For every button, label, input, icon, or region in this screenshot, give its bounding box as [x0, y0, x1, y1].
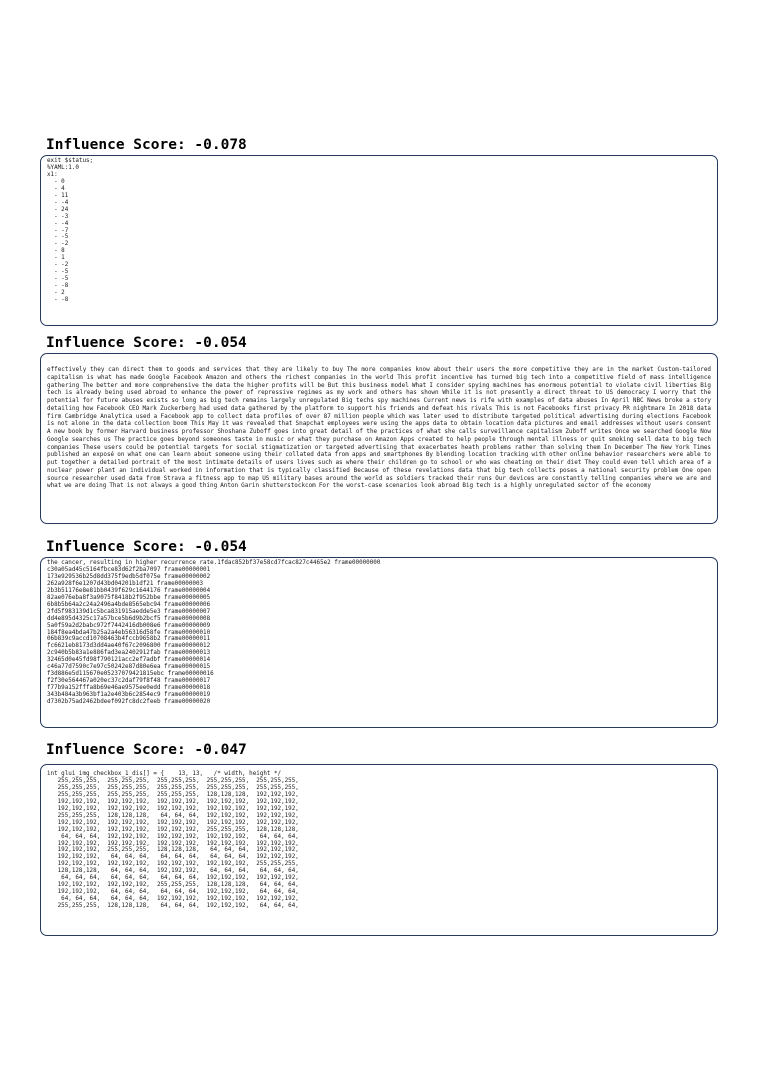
snippet-line: c30a05ad45c5164fbce83d62f2ba7097 frame00000001	[47, 566, 211, 573]
text-snippet-box	[40, 353, 718, 524]
snippet-line: f3d886e5d115670e05237079421815ebc frame00000016	[47, 671, 214, 678]
snippet-line: int glui_img_checkbox_1_dis[] = { 13, 13, /* width, height */	[47, 771, 282, 777]
snippet-line: 2b3b51176e8e81bb0439f629c1644176 frame00000004	[47, 587, 211, 594]
snippet-line: 343b484a3b963bf1a2e403b6c2854ec9 frame00000019	[47, 692, 211, 699]
snippet-line: - -4	[47, 220, 69, 227]
snippet-line: f77b9a152fffa8b69e46ae9575ee0edd frame00000018	[47, 685, 211, 692]
snippet-line: - -8	[47, 297, 69, 304]
snippet-lines	[47, 158, 711, 304]
snippet-line: 255,255,255, 255,255,255, 255,255,255, 255,255,255, 255,255,255,	[47, 777, 299, 784]
snippet-line: - 8	[47, 248, 65, 255]
influence-score-title: Influence Score: -0.054	[46, 335, 247, 351]
snippet-line: 192,192,192, 64, 64, 64, 64, 64, 64, 192,192,192, 64, 64, 64,	[47, 889, 299, 896]
snippet-line: - -4	[47, 199, 69, 206]
array-snippet-box	[40, 764, 718, 936]
snippet-line: 2fd5f983139d1c5bca831915aedde5e3 frame00000007	[47, 608, 211, 615]
snippet-line: 192,192,192, 192,192,192, 192,192,192, 192,192,192, 192,192,192,	[47, 840, 299, 847]
code-snippet-box	[40, 155, 718, 326]
snippet-line: dd4e895d4325c17a57bce5b6d9b2bcf5 frame00000008	[47, 615, 211, 622]
snippet-line: 262a928f6e1207d43bd04201b1df21 frame00000003	[47, 580, 204, 587]
snippet-line: 64, 64, 64, 64, 64, 64, 192,192,192, 192,192,192, 192,192,192,	[47, 896, 299, 903]
hash-snippet-box	[40, 557, 718, 728]
snippet-line: f2f30e564467a020ec37c2daf79f8f48 frame00000017	[47, 678, 211, 685]
snippet-line: - 2	[47, 290, 65, 297]
snippet-line: 06b839c9accd10708463b4fccb9658b2 frame00000011	[47, 636, 211, 643]
snippet-line: 64, 64, 64, 192,192,192, 192,192,192, 192,192,192, 64, 64, 64,	[47, 833, 299, 840]
snippet-line: - -2	[47, 241, 69, 248]
snippet-line: 32465d0e45fd98f790121acc2ef7adbf frame00000014	[47, 657, 211, 664]
snippet-line: 192,192,192, 192,192,192, 192,192,192, 255,255,255, 128,128,128,	[47, 826, 299, 833]
snippet-line: 192,192,192, 192,192,192, 192,192,192, 192,192,192, 192,192,192,	[47, 805, 299, 812]
snippet-line: 192,192,192, 64, 64, 64, 64, 64, 64, 64, 64, 64, 192,192,192,	[47, 854, 299, 861]
snippet-lines	[47, 771, 711, 910]
snippet-line: 64, 64, 64, 64, 64, 64, 64, 64, 64, 192,192,192, 192,192,192,	[47, 875, 299, 882]
snippet-line: 192,192,192, 192,192,192, 255,255,255, 128,128,128, 64, 64, 64,	[47, 882, 299, 889]
snippet-line: - 4	[47, 185, 65, 192]
snippet-line: - 0	[47, 178, 65, 185]
snippet-line: 192,192,192, 192,192,192, 192,192,192, 192,192,192, 192,192,192,	[47, 819, 299, 826]
snippet-lines	[47, 560, 711, 706]
influence-score-title: Influence Score: -0.078	[46, 137, 247, 153]
snippet-line: 82ae076eba8f3a9075f8418b2f952bbe frame00000005	[47, 594, 211, 601]
snippet-line: 255,255,255, 128,128,128, 64, 64, 64, 192,192,192, 192,192,192,	[47, 812, 299, 819]
snippet-line: the cancer, resulting in higher recurrence rate.1fdac852bf37e58cd7fcac827c4465e2 frame00000000	[47, 560, 381, 566]
snippet-line: 173e929536b25d8dd375f9edb5df075e frame00000002	[47, 573, 211, 580]
snippet-line: 5a0f59a2d2babc972f7442416db008e6 frame00000009	[47, 622, 211, 629]
snippet-line: exit $status;	[47, 158, 94, 164]
snippet-line: 192,192,192, 255,255,255, 128,128,128, 64, 64, 64, 192,192,192,	[47, 847, 299, 854]
snippet-line: - -7	[47, 227, 69, 234]
snippet-line: 255,255,255, 128,128,128, 64, 64, 64, 192,192,192, 64, 64, 64,	[47, 903, 299, 910]
snippet-line: c46a77d7590c7e97c50242e87d80e6ea frame00000015	[47, 664, 211, 671]
snippet-line: - -5	[47, 234, 69, 241]
snippet-line: - -2	[47, 262, 69, 269]
snippet-line: - 11	[47, 192, 69, 199]
snippet-line: 192,192,192, 192,192,192, 192,192,192, 192,192,192, 192,192,192,	[47, 798, 299, 805]
snippet-line: fc6621eb8173d3dd4ae40f67c2096800 frame00000012	[47, 643, 211, 650]
snippet-line: 2c940b5b83a1e886fad3ea2402912fab frame00000013	[47, 650, 211, 657]
influence-score-title: Influence Score: -0.047	[46, 742, 247, 758]
snippet-line: %YAML:1.0	[47, 164, 79, 171]
snippet-line: 255,255,255, 255,255,255, 255,255,255, 255,255,255, 255,255,255,	[47, 784, 299, 791]
snippet-line: - 24	[47, 206, 69, 213]
snippet-line: 6b8b5b64a2c24a2496a4bde8565ebc94 frame00000006	[47, 601, 211, 608]
influence-score-title: Influence Score: -0.054	[46, 539, 247, 555]
snippet-line: 192,192,192, 192,192,192, 192,192,192, 192,192,192, 255,255,255,	[47, 861, 299, 868]
snippet-line: 184f8ea4bda47b25a2a4eb56316d58fe frame00000010	[47, 629, 211, 636]
snippet-line: - -5	[47, 276, 69, 283]
snippet-line: 255,255,255, 255,255,255, 255,255,255, 128,128,128, 192,192,192,	[47, 791, 299, 798]
snippet-text: effectively they can direct them to goods and services that they are likely to buy The more companies know about their users the more competitive they are in the market Custom-tailored capitalism is what has made Google Facebook Amazon and others the richest companies in the world This profit incentive has turned big tech into a competitive field of mass intelligence gathering The better and more comprehensive the data the higher profits will be But this business model What I consider spying machines has enormous potential to violate civil liberties Big tech is already being used abroad to enhance the power of repressive regimes as my work and others has shown While it is not presently a direct threat to US democracy I worry that the potential for future abuses exists so long as big tech remains largely unregulated Big techs spy machines Current news is rife with examples of data abuses In April NBC News broke a story detailing how Facebook CEO Mark Zuckerberg had used data gathered by the platform to support his friends and defeat his rivals This is not Facebooks first privacy PR nightmare In 2018 data firm Cambridge Analytica used a Facebook app to collect data profiles of over 87 million people which was later used to distribute targeted political advertising during elections Facebook is not alone in the data collection boom This May it was revealed that Snapchat employees were using the apps data to obtain location data pictures and email addresses without users consent A new book by former Harvard business professor Shoshana Zuboff goes into great detail of the practices of what she calls surveillance capitalism Zuboff writes Once we searched Google Now Google searches us The practice goes beyond someones taste in music or what they purchase on Amazon Apps created to help people through mental illness or quit smoking sell data to big tech companies These users could be potential targets for social stigmatization or targeted advertising that exacerbates heath problems rather than solving them In December The New York Times published an exposé on what one can learn about someone using their collated data from apps and smartphones By blending location tracking with other online behavior researchers were able to put together a detailed portrait of the most intimate details of users lives such as where their children go to school or who was cheating on their diet They could even tell which area of a nuclear power plant an individual worked in information that is typically classified Because of these revelations data that big tech collects poses a national security problem One open source researcher used data from Strava a fitness app to map US military bases around the world as soldiers tracked their runs Our devices are constantly telling companies where we are and what we are doing That is not always a good thing Anton Garin shutterstockcom For the worst-case scenarios look abroad Big tech is a highly unregulated sector of the economy	[47, 366, 711, 490]
snippet-line: d7302b75ad2462bdeef092fc8dc2feeb frame00000020	[47, 699, 211, 706]
snippet-line: - 1	[47, 255, 65, 262]
snippet-line: x1:	[47, 171, 58, 178]
snippet-line: - -8	[47, 283, 69, 290]
snippet-line: 128,128,128, 64, 64, 64, 192,192,192, 64, 64, 64, 64, 64, 64,	[47, 868, 299, 875]
snippet-line: - -5	[47, 269, 69, 276]
snippet-line: - -3	[47, 213, 69, 220]
